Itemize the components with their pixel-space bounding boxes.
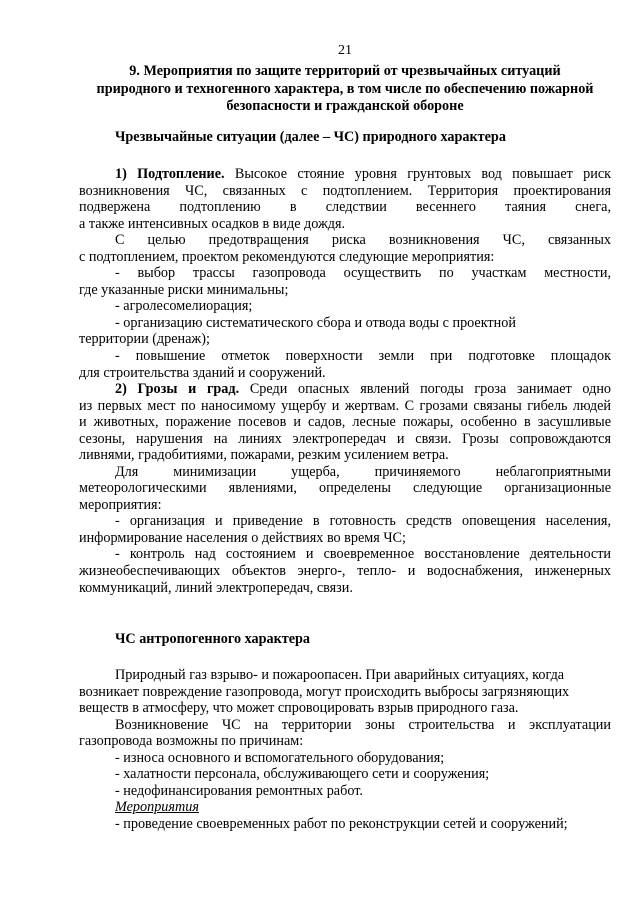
text-line: Для минимизации ущерба, причиняемого неблагоприятными <box>115 463 611 480</box>
storm-paragraph <box>79 381 611 596</box>
text-line: и животных, поражение посевов и садов, лесные пожары, особенно в засушливые <box>79 414 611 431</box>
list-item: - халатности персонала, обслуживающего сети и сооружения; <box>115 766 490 783</box>
text-line: сезоны, нарушения на линиях электропередач и связи. Грозы сопровождаются <box>79 430 611 447</box>
text-line: территории (дренаж); <box>79 331 210 348</box>
list-item: - агролесомелиорация; <box>115 298 253 315</box>
text-line: метеорологическими явлениями, определены следующие организационные <box>79 480 611 497</box>
text-line: мероприятия: <box>79 496 162 513</box>
section-title-line: безопасности и гражданской обороне <box>226 98 464 114</box>
list-item: - организацию систематического сбора и отвода воды с проектной <box>115 314 516 331</box>
text-line: а также интенсивных осадков в виде дождя. <box>79 215 346 232</box>
text-line: 1) Подтопление. Высокое стояние уровня грунтовых вод повышает риск <box>115 166 612 182</box>
storm-title: 2) Грозы и град. <box>115 381 240 397</box>
text-line: ливнями, градобитиями, пожарами, резким усилением ветра. <box>79 447 449 464</box>
section-title <box>79 63 611 116</box>
flood-paragraph <box>79 166 611 381</box>
text-line: газопровода возможны по причинам: <box>79 733 304 750</box>
list-item: - повышение отметок поверхности земли при подготовке площадок <box>115 348 611 365</box>
list-item: - выбор трассы газопровода осуществить по участкам местности, <box>115 265 611 282</box>
text-line: подвержена подтоплению в следствии весеннего таяния снега, <box>79 199 611 216</box>
anthropogenic-heading: ЧС антропогенного характера <box>115 631 311 647</box>
text-line: с подтоплением, проектом рекомендуются следующие мероприятия: <box>79 248 495 265</box>
text-line: жизнеобеспечивающих объектов энерго-, тепло- и водоснабжения, инженерных <box>79 563 611 580</box>
list-item: - проведение своевременных работ по реконструкции сетей и сооружений; <box>115 815 568 832</box>
list-item: - недофинансирования ремонтных работ. <box>115 782 363 799</box>
page-number: 21 <box>338 43 352 58</box>
text-line: веществ в атмосферу, что может спровоцировать взрыв природного газа. <box>79 700 519 717</box>
text-line: возникновения ЧС, связанных с подтоплением. Территория проектирования <box>79 182 611 199</box>
text-line: где указанные риски минимальны; <box>79 281 289 298</box>
text-line: возникает повреждение газопровода, могут происходить выбросы загрязняющих <box>79 683 570 700</box>
natural-heading: Чрезвычайные ситуации (далее – ЧС) природного характера <box>115 129 506 145</box>
text-line: 2) Грозы и град. Среди опасных явлений погоды гроза занимает одно <box>115 381 612 397</box>
list-item: - организация и приведение в готовность средств оповещения населения, <box>115 513 611 530</box>
section-title-line: природного и техногенного характера, в том числе по обеспечению пожарной <box>96 80 594 97</box>
text-line: для строительства зданий и сооружений. <box>79 364 326 381</box>
measures-label: Мероприятия <box>115 799 199 816</box>
anthropogenic-paragraph <box>79 667 611 832</box>
text-line: коммуникаций, линий электропередач, связи. <box>79 579 353 596</box>
text-line: из первых мест по наносимому ущербу и жертвам. С грозами связаны гибель людей <box>79 397 611 414</box>
text-line: Природный газ взрыво- и пожароопасен. При аварийных ситуациях, когда <box>115 667 565 683</box>
list-item: - контроль над состоянием и своевременное восстановление деятельности <box>115 546 611 563</box>
text-line: С целью предотвращения риска возникновения ЧС, связанных <box>115 232 611 249</box>
text-line: Возникновение ЧС на территории зоны строительства и эксплуатации <box>115 716 611 733</box>
list-item: - износа основного и вспомогательного оборудования; <box>115 749 445 766</box>
section-title-line: 9. Мероприятия по защите территорий от чрезвычайных ситуаций <box>129 63 561 79</box>
flood-title: 1) Подтопление. <box>115 166 225 182</box>
text-line: информирование населения о действиях во время ЧС; <box>79 529 406 546</box>
